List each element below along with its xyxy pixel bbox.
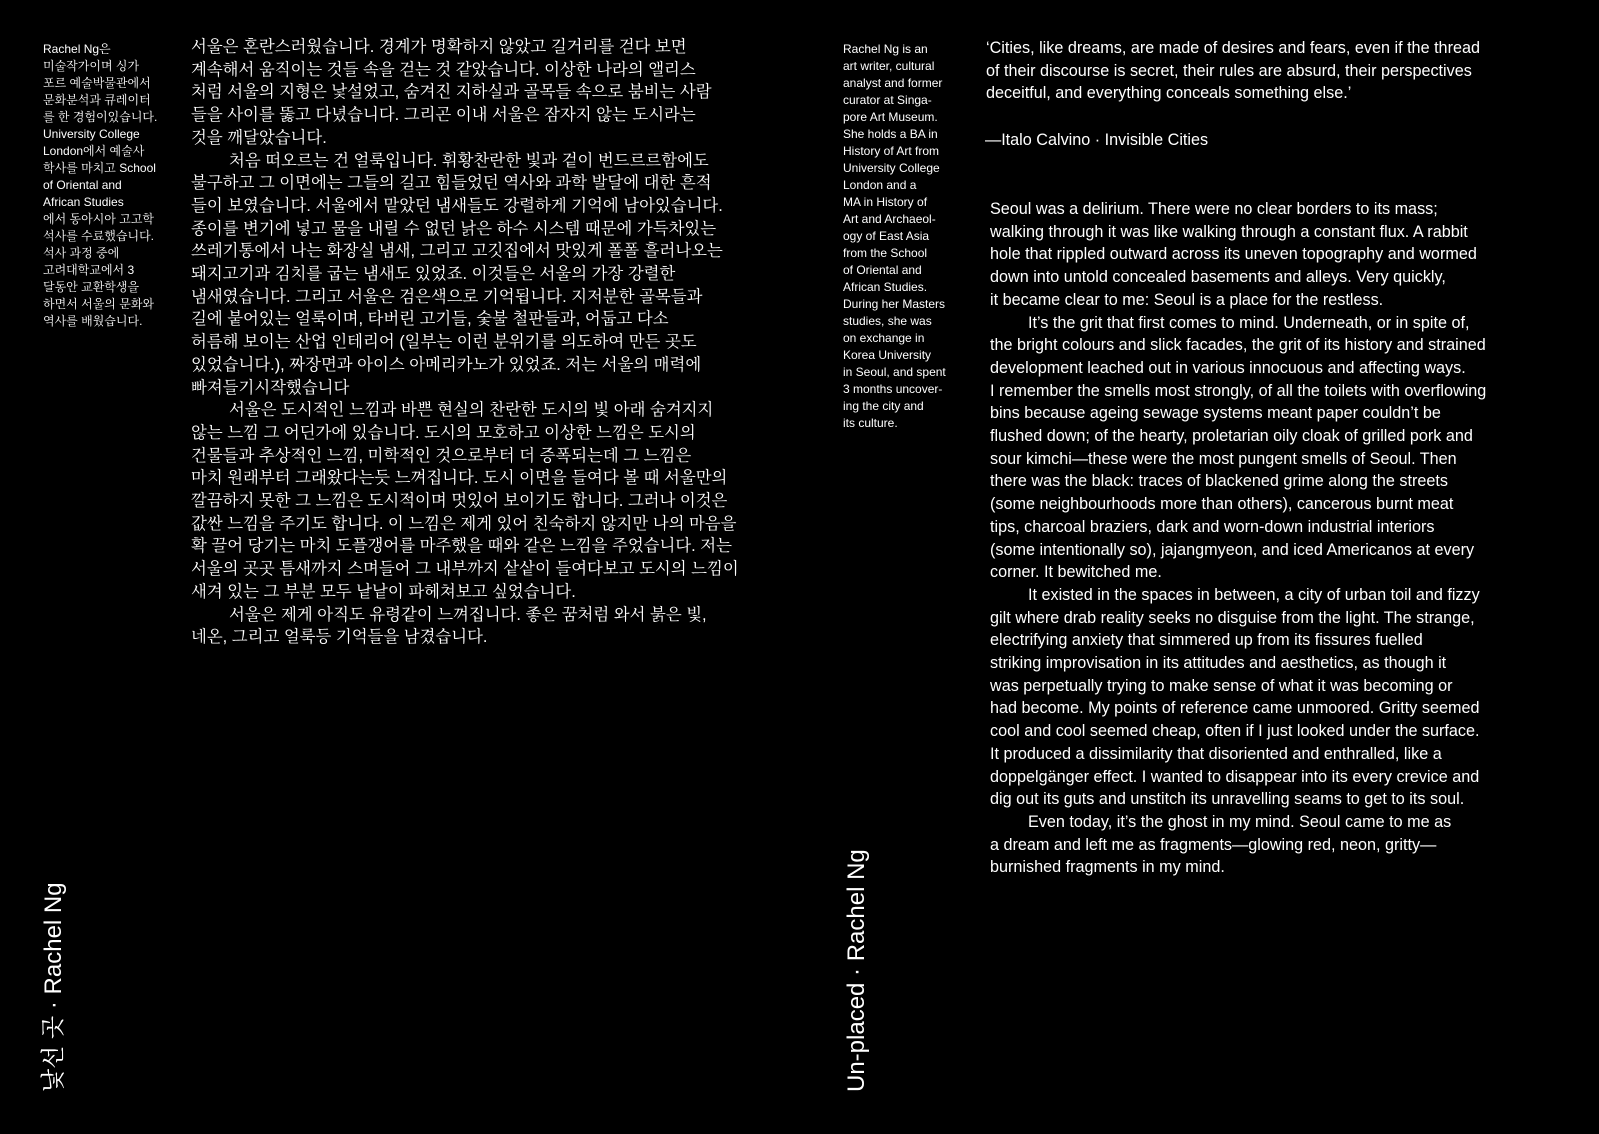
text-line: 서울의 곳곳 틈새까지 스며들어 그 내부까지 샅샅이 들여다보고 도시의 느낌이: [191, 560, 739, 579]
text-line: 종이를 변기에 넣고 물을 내릴 수 없던 낡은 하수 시스템 때문에 가득차있는: [191, 219, 717, 238]
bio-line: 석사를 수료했습니다.: [43, 229, 154, 243]
text-line: it became clear to me: Seoul is a place for the restless.: [990, 290, 1384, 309]
text-line: It produced a dissimilarity that disoriented and enthralled, like a: [990, 744, 1442, 763]
text-line: 서울은 도시적인 느낌과 바쁜 현실의 찬란한 도시의 빛 아래 숨겨지지: [229, 401, 714, 420]
bio-line: 학사를 마치고 School: [43, 161, 156, 175]
bio-line: MA in History of: [843, 195, 928, 209]
text-line: It existed in the spaces in between, a city of urban toil and fizzy: [1028, 585, 1480, 604]
bio-line: 문화분석과 큐레이터: [43, 93, 151, 107]
text-line: 않는 느낌 그 어딘가에 있습니다. 도시의 모호하고 이상한 느낌은 도시의: [191, 423, 696, 442]
text-line: 쓰레기통에서 나는 화장실 냄새, 그리고 고깃집에서 맛있게 폴폴 흘러나오는: [191, 242, 723, 261]
bio-line: art writer, cultural: [843, 59, 935, 73]
bio-line: 석사 과정 중에: [43, 246, 120, 260]
bio-line: 역사를 배웠습니다.: [43, 314, 143, 328]
bio-line: 포르 예술박물관에서: [43, 76, 151, 90]
text-line: gilt where drab reality seeks no disguise from the light. The strange,: [990, 608, 1475, 627]
text-line: was perpetually trying to make sense of what it was becoming or: [990, 676, 1453, 695]
bio-line: studies, she was: [843, 314, 932, 328]
bio-line: Rachel Ng is an: [843, 42, 928, 56]
text-line: 새겨 있는 그 부분 모두 낱낱이 파헤쳐보고 싶었습니다.: [191, 582, 576, 601]
text-line: 깔끔하지 못한 그 느낌은 도시적이며 멋있어 보이기도 합니다. 그러나 이것은: [191, 492, 728, 511]
bio-line: curator at Singa-: [843, 93, 932, 107]
text-line: I remember the smells most strongly, of all the toilets with overflowing: [990, 381, 1487, 400]
paragraph: [191, 150, 751, 400]
text-line: hole that rippled outward across its uneven topography and wormed: [990, 245, 1477, 264]
text-line: (some neighbourhoods more than others), cancerous burnt meat: [990, 495, 1454, 514]
bio-line: 3 months uncover-: [843, 382, 943, 396]
bio-line: 에서 동아시아 고고학: [43, 212, 154, 226]
text-line: a dream and left me as fragments—glowing red, neon, gritty—: [990, 835, 1437, 854]
text-line: sour kimchi—these were the most pungent smells of Seoul. Then: [990, 449, 1457, 468]
bio-line: its culture.: [843, 416, 898, 430]
text-line: tips, charcoal braziers, dark and worn-down industrial interiors: [990, 517, 1435, 536]
right-page: [799, 0, 1599, 1134]
bio-line: African Studies: [43, 195, 124, 209]
quote-line: ‘Cities, like dreams, are made of desires and fears, even if the thread: [986, 39, 1480, 57]
bio-line: from the School: [843, 246, 928, 260]
bio-line: London and a: [843, 178, 917, 192]
text-line: walking through it was like walking through a constant flux. A rabbit: [990, 222, 1468, 241]
text-line: 들이 보였습니다. 서울에서 맡았던 냄새들도 강렬하게 기억에 남아있습니다.: [191, 196, 723, 215]
text-line: 확 끌어 당기는 마치 도플갱어를 마주했을 때와 같은 느낌을 주었습니다. 저는: [191, 537, 732, 556]
vertical-title-korean: 낯선 곳 · Rachel Ng: [40, 882, 67, 1092]
text-line: flushed down; of the hearty, proletarian oily cloak of grilled pork and: [990, 427, 1473, 446]
bio-line: of Oriental and: [43, 178, 122, 192]
paragraph: [990, 584, 1560, 811]
quote-line: deceitful, and everything conceals something else.’: [986, 84, 1352, 103]
text-line: cool and cool seemed cheap, often if I just looked under the surface.: [990, 722, 1480, 741]
bio-line: on exchange in: [843, 331, 925, 345]
paragraph: [191, 36, 751, 150]
text-line: bins because ageing sewage systems meant paper couldn’t be: [990, 404, 1441, 423]
text-line: 서울은 혼란스러웠습니다. 경계가 명확하지 않았고 길거리를 걷다 보면: [191, 38, 687, 56]
author-bio-korean: [43, 41, 165, 330]
text-line: (some intentionally so), jajangmyeon, and iced Americanos at every: [990, 540, 1475, 559]
text-line: 냄새였습니다. 그리고 서울은 검은색으로 기억됩니다. 지저분한 골목들과: [191, 287, 703, 306]
paragraph: [191, 604, 751, 649]
text-line: had become. My points of reference came unmoored. Gritty seemed: [990, 699, 1480, 718]
bio-line: University College: [43, 127, 140, 141]
bio-line: 미술작가이며 싱가: [43, 59, 140, 73]
text-line: doppelgänger effect. I wanted to disappear into its every crevice and: [990, 767, 1480, 786]
bio-line: analyst and former: [843, 76, 943, 90]
bio-line: ogy of East Asia: [843, 229, 930, 243]
bio-line: Art and Archaeol-: [843, 212, 936, 226]
text-line: electrifying anxiety that simmered up from its fissures fuelled: [990, 631, 1423, 650]
vertical-title-english: Un-placed · Rachel Ng: [843, 849, 870, 1092]
text-line: dig out its guts and unstitch its unravelling seams to get to its soul.: [990, 790, 1465, 809]
text-line: 있었습니다.), 짜장면과 아이스 아메리카노가 있었죠. 저는 서울의 매력에: [191, 355, 702, 374]
text-line: 값싼 느낌을 주기도 합니다. 이 느낌은 제게 있어 친숙하지 않지만 나의 마음을: [191, 514, 737, 533]
text-line: 허름해 보이는 산업 인테리어 (일부는 이런 분위기를 의도하여 만든 곳도: [191, 333, 697, 352]
text-line: corner. It bewitched me.: [990, 563, 1162, 582]
bio-line: in Seoul, and spent: [843, 365, 946, 379]
quote-line: of their discourse is secret, their rules are absurd, their perspectives: [986, 61, 1472, 80]
bio-line: ing the city and: [843, 399, 924, 413]
bio-line: 달동안 교환학생을: [43, 280, 140, 294]
text-line: 들을 사이를 뚫고 다녔습니다. 그리곤 이내 서울은 잠자지 않는 도시라는: [191, 106, 696, 125]
essay-body-english: [990, 198, 1560, 879]
paragraph: [191, 399, 751, 603]
text-line: development leached out in various innocuous and affecting ways.: [990, 358, 1466, 377]
epigraph-quote: [986, 37, 1556, 105]
bio-line: pore Art Museum.: [843, 110, 938, 124]
paragraph: [990, 811, 1560, 879]
bio-line: African Studies.: [843, 280, 928, 294]
bio-line: 고려대학교에서 3: [43, 263, 135, 277]
text-line: 마치 원래부터 그래왔다는듯 느껴집니다. 도시 이면을 들여다 볼 때 서울만의: [191, 469, 728, 488]
text-line: 서울은 제게 아직도 유령같이 느껴집니다. 좋은 꿈처럼 와서 붉은 빛,: [229, 605, 707, 624]
bio-line: Rachel Ng은: [43, 42, 111, 56]
text-line: the bright colours and slick facades, the grit of its history and strained: [990, 336, 1486, 355]
text-line: 건물들과 추상적인 느낌, 미학적인 것으로부터 더 증폭되는데 그 느낌은: [191, 446, 692, 465]
text-line: striking improvisation in its attitudes and aesthetics, as though it: [990, 654, 1447, 673]
text-line: 길에 붙어있는 얼룩이며, 타버린 고기들, 숯불 철판들과, 어둡고 다소: [191, 310, 669, 329]
text-line: 돼지고기과 김치를 굽는 냄새도 있었죠. 이것들은 서울의 가장 강렬한: [191, 265, 676, 284]
text-line: 계속해서 움직이는 것들 속을 걷는 것 같았습니다. 이상한 나라의 앨리스: [191, 60, 696, 79]
epigraph-attribution: —Italo Calvino · Invisible Cities: [985, 131, 1209, 149]
bio-line: 하면서 서울의 문화와: [43, 297, 154, 311]
text-line: there was the black: traces of blackened grime along the streets: [990, 472, 1448, 491]
text-line: 것을 깨달았습니다.: [191, 128, 327, 147]
text-line: burnished fragments in my mind.: [990, 858, 1225, 877]
left-page: [0, 0, 799, 1134]
essay-body-korean: [191, 36, 751, 649]
text-line: Seoul was a delirium. There were no clear borders to its mass;: [990, 200, 1438, 218]
bio-line: London에서 예술사: [43, 144, 145, 158]
text-line: 불구하고 그 이면에는 그들의 길고 힘들었던 역사와 과학 발달에 대한 흔적: [191, 174, 712, 193]
bio-line: 를 한 경험이있습니다.: [43, 110, 158, 124]
text-line: It’s the grit that first comes to mind. Underneath, or in spite of,: [1028, 313, 1470, 332]
bio-line: of Oriental and: [843, 263, 922, 277]
bio-line: Korea University: [843, 348, 932, 362]
author-bio-english: [843, 41, 968, 432]
text-line: Even today, it’s the ghost in my mind. Seoul came to me as: [1028, 812, 1452, 831]
text-line: 처음 떠오르는 건 얼룩입니다. 휘황찬란한 빛과 겉이 번드르르함에도: [229, 151, 709, 170]
bio-line: History of Art from: [843, 144, 940, 158]
paragraph: [990, 312, 1560, 584]
bio-line: She holds a BA in: [843, 127, 938, 141]
text-line: 빠져들기시작했습니다: [191, 378, 350, 397]
bio-line: University College: [843, 161, 940, 175]
text-line: 네온, 그리고 얼룩등 기억들을 남겼습니다.: [191, 628, 488, 647]
bio-line: During her Masters: [843, 297, 946, 311]
text-line: 처럼 서울의 지형은 낯설었고, 숨겨진 지하실과 골목들 속으로 붐비는 사람: [191, 83, 712, 102]
paragraph: [990, 198, 1560, 312]
text-line: down into untold concealed basements and alleys. Very quickly,: [990, 268, 1446, 287]
